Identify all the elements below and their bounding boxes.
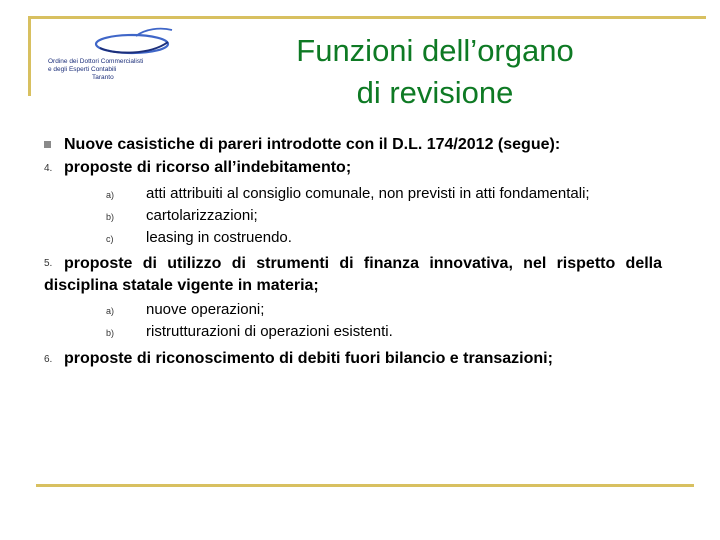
item-number-5: 5. <box>44 258 53 269</box>
sub-marker-4c: c) <box>106 234 114 244</box>
sub-item-4a: atti attribuiti al consiglio comunale, non previsti in atti fondamentali; <box>146 185 590 202</box>
square-bullet-icon <box>44 141 51 148</box>
sub-marker-5b: b) <box>106 328 115 338</box>
intro-text: Nuove casistiche di pareri introdotte con il D.L. 174/2012 (segue): <box>64 136 561 153</box>
item-number-4: 4. <box>44 163 53 174</box>
item5-text-line2: disciplina statale vigente in materia; <box>44 277 319 294</box>
title-line-2: di revisione <box>356 75 514 110</box>
logo-swoosh-icon <box>70 24 180 58</box>
sub-marker-4b: b) <box>106 212 115 222</box>
sub-marker-4a: a) <box>106 190 115 200</box>
logo-text-line2: e degli Esperti Contabili <box>48 66 117 73</box>
item5-text-line1: proposte di utilizzo di strumenti di finanza innovativa, nel rispetto della <box>64 255 662 272</box>
logo-text-line1: Ordine dei Dottori Commercialisti <box>48 58 144 65</box>
sub-item-5a: nuove operazioni; <box>146 301 265 318</box>
logo-text-line3: Taranto <box>92 74 114 81</box>
item6-text: proposte di riconoscimento di debiti fuori bilancio e transazioni; <box>64 350 553 367</box>
slide-title <box>250 30 620 114</box>
item-number-6: 6. <box>44 354 53 365</box>
sub-item-5b: ristrutturazioni di operazioni esistenti. <box>146 323 393 340</box>
sub-item-4c: leasing in costruendo. <box>146 229 292 246</box>
title-line-1: Funzioni dell’organo <box>296 33 574 68</box>
top-rule <box>28 16 706 19</box>
logo <box>40 24 180 86</box>
sub-item-4b: cartolarizzazioni; <box>146 207 258 224</box>
left-rule <box>28 16 31 96</box>
sub-marker-5a: a) <box>106 306 115 316</box>
item4-text: proposte di ricorso all’indebitamento; <box>64 159 352 176</box>
bottom-rule <box>36 484 694 487</box>
